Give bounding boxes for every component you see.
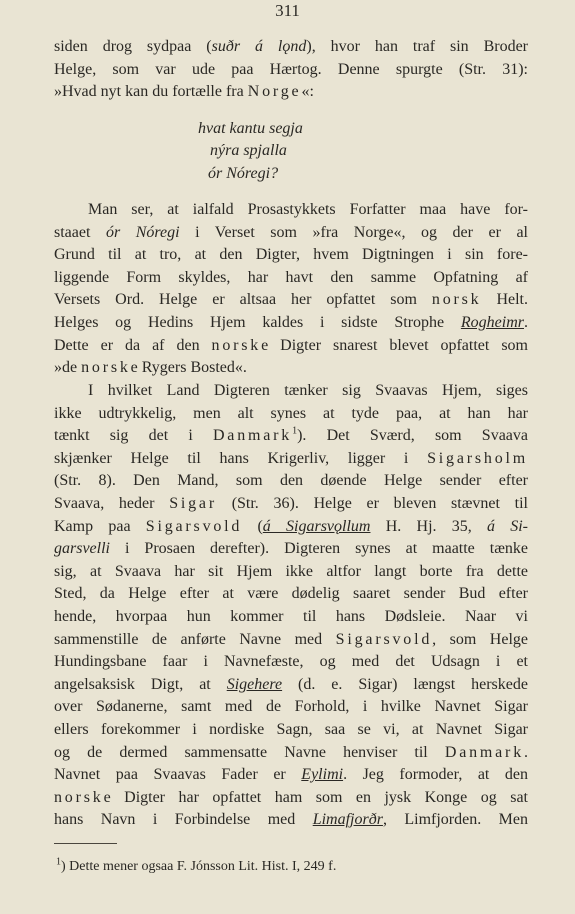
text-line: angelsaksisk Digt, at Sigehere (d. e. Sigar) længst herskede <box>54 675 528 693</box>
text-line: over Sødanerne, samt med de Forhold, i hvilke Navnet Sigar <box>54 698 528 716</box>
text-line: tænkt sig det i Danmark$^1$). Det Sværd, som Svaava <box>54 425 528 445</box>
text-line: garsvelli i Prosaen derefter). Digteren synes at maatte tænke <box>54 540 528 558</box>
text-line: Hundingsbane faar i Navnefæste, og med det Udsagn i et <box>54 653 528 671</box>
text-line: Kamp paa Sigarsvold (á Sigarsvǫllum H. Hj. 35, á Si- <box>54 517 528 535</box>
page-number: 311 <box>275 1 300 20</box>
verse-line: nýra spjalla <box>210 142 287 160</box>
text-line: Svaava, heder Sigar (Str. 36). Helge er bleven stævnet til <box>54 494 529 512</box>
text-line: liggende Form skyldes, har havt den samme Opfatning af <box>54 268 528 286</box>
verse-line: ór Nóregi? <box>208 164 279 182</box>
text-line: norske Digter har opfattet ham som en jysk Konge og sat <box>54 788 528 806</box>
text-line: Helges og Hedins Hjem kaldes i sidste Strophe Rogheimr. <box>54 313 528 331</box>
text-line: I hvilket Land Digteren tænker sig Svaavas Hjem, siges <box>88 382 528 399</box>
text-line: sig, at Svaava har sit Hjem ikke altfor langt borte fra dette <box>54 562 528 580</box>
text-line: staaet ór Nóregi i Verset som »fra Norge«, og der er al <box>54 223 529 241</box>
text-line: ellers forekommer i nordiske Sagn, saa se vi, at Navnet Sigar <box>54 720 528 738</box>
text-line: og de dermed sammensatte Navne henviser til Danmark. <box>54 743 528 761</box>
text-line: ikke udtrykkelig, men alt synes at tyde paa, at han har <box>54 404 528 422</box>
text-line: Grund til at tro, at den Digter, hvem Digtningen i sin fore- <box>54 246 528 264</box>
text-line: Man ser, at ialfald Prosastykkets Forfatter maa have for- <box>88 201 528 218</box>
text-line: hans Navn i Forbindelse med Limafjorðr, Limfjorden. Men <box>54 811 528 829</box>
paragraph-1 <box>54 36 528 104</box>
text-line: Sted, da Helge efter at være dødelig saaret sender Bud efter <box>54 585 528 603</box>
text-line: Helge, som var ude paa Hærtog. Denne spurgte (Str. 31): <box>54 60 528 78</box>
text-line: Navnet paa Svaavas Fader er Eylimi. Jeg formoder, at den <box>54 766 528 784</box>
paragraph-2 <box>54 199 528 380</box>
text-line: hende, hvorpaa hun kommer til hans Dødsleie. Naar vi <box>54 607 528 625</box>
verse-line: hvat kantu segja <box>198 120 303 137</box>
text-line: »de norske Rygers Bosted«. <box>54 359 247 377</box>
paragraph-3 <box>54 380 528 832</box>
text-line: »Hvad nyt kan du fortælle fra Norge«: <box>54 83 314 101</box>
text-line: Versets Ord. Helge er altsaa her opfattet som norsk Helt. <box>54 291 529 309</box>
verse-quote <box>198 118 498 185</box>
footnote: $^1$) Dette mener ogsaa F. Jónsson Lit. Hist. I, 249 f. <box>56 856 337 874</box>
text-line: (Str. 8). Den Mand, som den døende Helge sender efter <box>54 472 528 490</box>
text-line: siden drog sydpaa (suðr á lǫnd), hvor han traf sin Broder <box>54 38 529 55</box>
text-line: Dette er da af den norske Digter snarest blevet opfattet som <box>54 336 528 354</box>
text-line: skjænker Helge til hans Krigerliv, ligger i Sigarsholm <box>54 449 528 467</box>
footnote-rule <box>54 843 117 844</box>
text-line: sammenstille de anførte Navne med Sigarsvold, som Helge <box>54 630 529 648</box>
